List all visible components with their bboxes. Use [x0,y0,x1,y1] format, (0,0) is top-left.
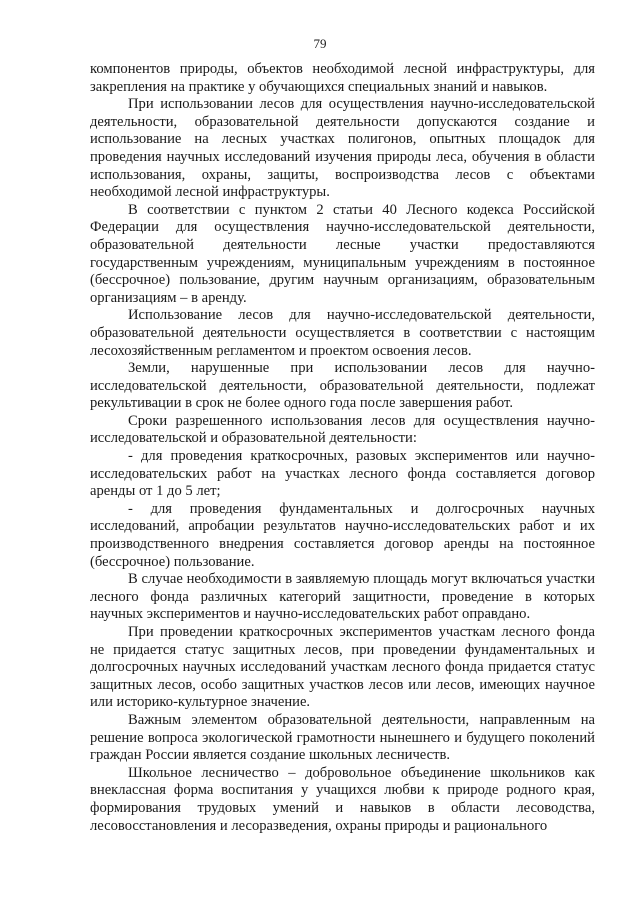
paragraph: Сроки разрешенного использования лесов для осуществления научно-исследовательской и образовательной деятельности: [90,412,595,447]
paragraph: Школьное лесничество – добровольное объединение школьников как внеклассная форма воспитания у учащихся любви к природе родного края, формирования трудовых умений и навыков в области лесоводства, лесовосстановления и лесоразведения, охраны природы и рационального [90,764,595,834]
list-item: - для проведения фундаментальных и долгосрочных научных исследований, апробации результатов научно-исследовательских работ и их производственного внедрения составляется договор аренды на постоянное (бессрочное) пользование. [90,500,595,570]
page-number: 79 [313,36,327,51]
paragraph: В случае необходимости в заявляемую площадь могут включаться участки лесного фонда различных категорий защитности, проведение в которых научных экспериментов и научно-исследовательских работ оправдано. [90,571,595,623]
list-item: - для проведения краткосрочных, разовых экспериментов или научно-исследовательских работ на участках лесного фонда составляется договор аренды от 1 до 5 лет; [90,448,595,500]
document-body [90,61,595,835]
paragraph: При проведении краткосрочных экспериментов участкам лесного фонда не придается статус защитных лесов, при проведении фундаментальных и долгосрочных научных исследований участкам лесного фонда придается статус защитных лесов, особо защитных участков лесов или лесов, имеющих научное или историко-культурное значение. [90,624,595,711]
paragraph: Важным элементом образовательной деятельности, направленным на решение вопроса экологической грамотности нынешнего и будущего поколений граждан России является создание школьных лесничеств. [90,711,595,764]
paragraph: В соответствии с пунктом 2 статьи 40 Лесного кодекса Российской Федерации для осуществления научно-исследовательской деятельности, образовательной деятельности лесные участки предоставляются государственным учреждениям, муниципальным учреждениям в постоянное (бессрочное) пользование, другим научным организациям, образовательным организациям – в аренду. [90,201,595,306]
paragraph: При использовании лесов для осуществления научно-исследовательской деятельности, образовательной деятельности допускаются создание и использование на лесных участках полигонов, опытных площадок для проведения научных исследований изучения природы леса, обучения в области использования, охраны, защиты, воспроизводства лесов с объектами необходимой лесной инфраструктуры. [90,96,595,201]
paragraph: Использование лесов для научно-исследовательской деятельности, образовательной деятельности осуществляется в соответствии с настоящим лесохозяйственным регламентом и проектом освоения лесов. [90,307,595,359]
paragraph: Земли, нарушенные при использовании лесов для научно-исследовательской деятельности, образовательной деятельности, подлежат рекультивации в срок не более одного года после завершения работ. [90,360,595,412]
paragraph: компонентов природы, объектов необходимой лесной инфраструктуры, для закрепления на практике у обучающихся специальных знаний и навыков. [90,61,595,95]
